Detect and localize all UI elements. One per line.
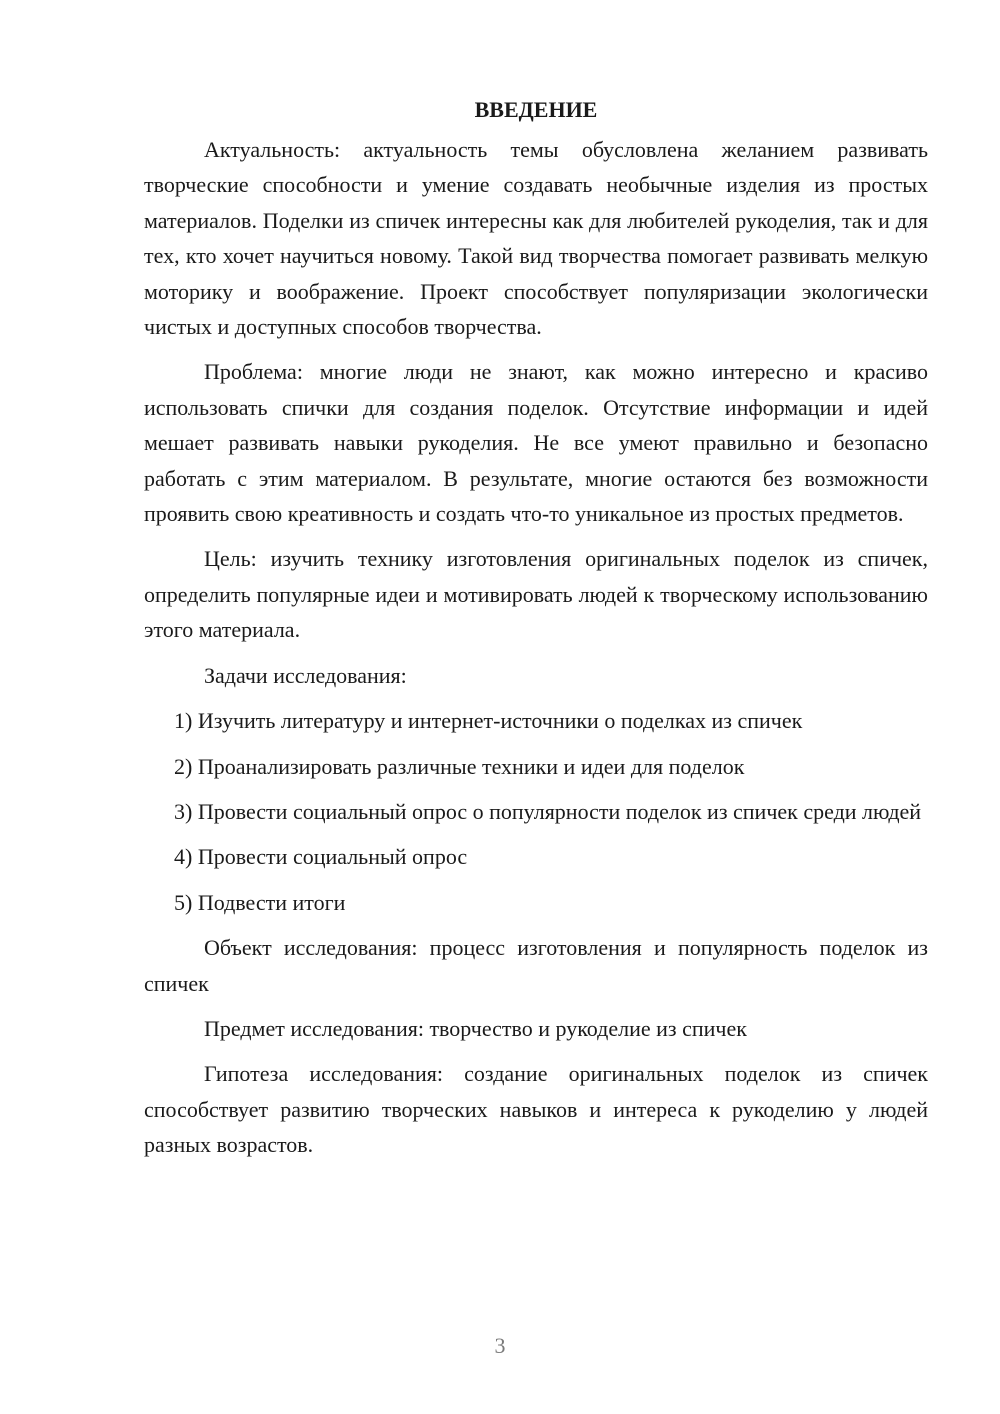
task-item-5: 5) Подвести итоги: [174, 889, 346, 915]
task-item-2: 2) Проанализировать различные техники и идеи для поделок: [174, 753, 745, 779]
goal-paragraph: Цель: изучить технику изготовления оригинальных поделок из спичек, определить популярные идеи и мотивировать людей к творческому использованию этого материала.: [144, 546, 928, 643]
problem-paragraph: Проблема: многие люди не знают, как можно интересно и красиво использовать спички для создания поделок. Отсутствие информации и идей мешает развивать навыки рукоделия. Не все умеют правильно и безопасно работать с этим материалом. В результате, многие остаются без возможности проявить свою креативность и создать что-то уникальное из простых предметов.: [144, 359, 928, 527]
subject-paragraph: Предмет исследования: творчество и рукоделие из спичек: [204, 1015, 747, 1041]
task-item-1: 1) Изучить литературу и интернет-источники о поделках из спичек: [174, 708, 803, 734]
page-number: 3: [494, 1333, 506, 1358]
relevance-paragraph: Актуальность: актуальность темы обусловлена желанием развивать творческие способности и умение создавать необычные изделия из простых материалов. Поделки из спичек интересны как для любителей рукоделия, так и для тех, кто хочет научиться новому. Такой вид творчества помогает развивать мелкую моторику и воображение. Проект способствует популяризации экологически чистых и доступных способов творчества.: [144, 137, 928, 340]
hypothesis-paragraph: Гипотеза исследования: создание оригинальных поделок из спичек способствует развитию творческих навыков и интереса к рукоделию у людей разных возрастов.: [144, 1061, 928, 1158]
page-title: ВВЕДЕНИЕ: [474, 97, 598, 122]
object-paragraph: Объект исследования: процесс изготовления и популярность поделок из спичек: [144, 935, 928, 996]
tasks-heading: Задачи исследования:: [204, 662, 407, 688]
document-page: [144, 92, 928, 1173]
task-item-3: 3) Провести социальный опрос о популярности поделок из спичек среди людей: [174, 798, 922, 824]
task-item-4: 4) Провести социальный опрос: [174, 844, 468, 870]
